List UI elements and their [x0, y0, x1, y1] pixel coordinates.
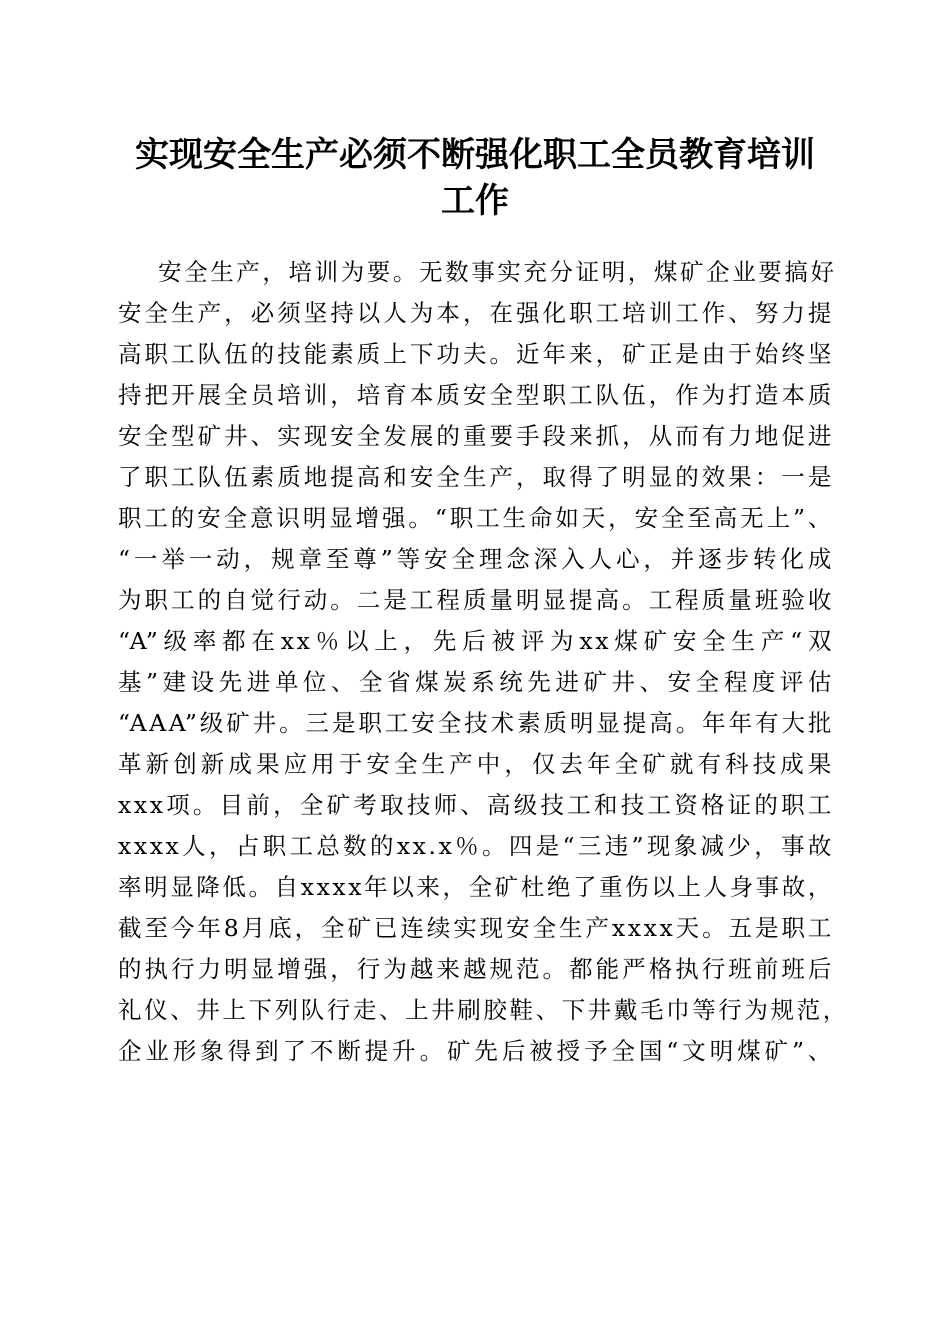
body-line: 基”建设先进单位、全省煤炭系统先进矿井、安全程度评估: [118, 668, 834, 696]
document-title: [100, 132, 850, 224]
body-line: 持把开展全员培训，培育本质安全型职工队伍，作为打造本质: [118, 381, 834, 409]
body-line: xxx项。目前，全矿考取技师、高级技工和技工资格证的职工: [118, 791, 834, 819]
body-line: 为职工的自觉行动。二是工程质量明显提高。工程质量班验收: [118, 586, 834, 614]
body-line: 高职工队伍的技能素质上下功夫。近年来，矿正是由于始终坚: [118, 340, 834, 368]
body-line: 安全型矿井、实现安全发展的重要手段来抓，从而有力地促进: [118, 422, 834, 450]
body-line: 截至今年8月底，全矿已连续实现安全生产xxxx天。五是职工: [118, 914, 834, 942]
body-line: 职工的安全意识明显增强。“职工生命如天，安全至高无上”、: [118, 504, 834, 532]
body-line: “A”级率都在xx％以上，先后被评为xx煤矿安全生产“双: [118, 627, 834, 655]
body-line: 企业形象得到了不断提升。矿先后被授予全国“文明煤矿”、: [118, 1037, 834, 1065]
body-line: xxxx人，占职工总数的xx.x％。四是“三违”现象减少，事故: [118, 832, 834, 860]
body-line: 安全生产，培训为要。无数事实充分证明，煤矿企业要搞好: [158, 258, 837, 286]
body-line: 礼仪、井上下列队行走、上井刷胶鞋、下井戴毛巾等行为规范，: [118, 996, 849, 1024]
body-line: 了职工队伍素质地提高和安全生产，取得了明显的效果：一是: [118, 463, 834, 491]
body-line: 革新创新成果应用于安全生产中，仅去年全矿就有科技成果: [118, 750, 834, 778]
body-line: 的执行力明显增强，行为越来越规范。都能严格执行班前班后: [118, 955, 834, 983]
body-line: 安全生产，必须坚持以人为本，在强化职工培训工作、努力提: [118, 299, 834, 327]
title-line-1: 实现安全生产必须不断强化职工全员教育培训: [135, 135, 815, 175]
body-line: “AAA”级矿井。三是职工安全技术素质明显提高。年年有大批: [118, 709, 834, 737]
title-line-2: 工作: [441, 181, 509, 221]
body-paragraph: [118, 252, 849, 1072]
body-line: 率明显降低。自xxxx年以来，全矿杜绝了重伤以上人身事故，: [118, 873, 834, 901]
body-line: “一举一动，规章至尊”等安全理念深入人心，并逐步转化成: [118, 545, 834, 573]
